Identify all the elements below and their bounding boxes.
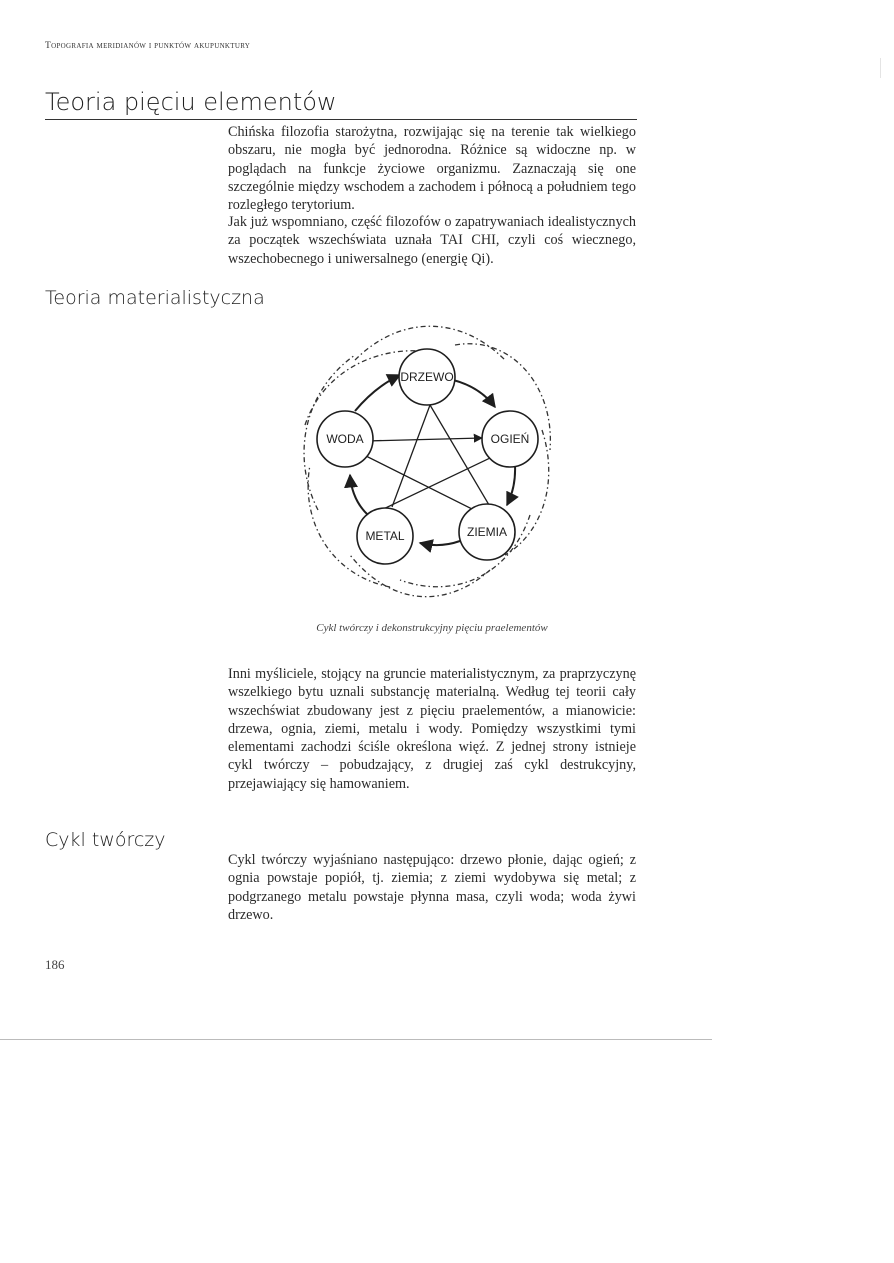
- subsection-title-creative-cycle: Cykl twórczy: [45, 829, 166, 851]
- intro-paragraph-2: Jak już wspomniano, część filozofów o zapatrywaniach idealistycznych za początek wszechświata uznała TAI CHI, czyli coś wiecznego, wszechobecnego i uniwersalnego (energię Qi).: [228, 214, 636, 267]
- five-elements-diagram: [280, 315, 580, 610]
- arrow-ogien-ziemia: [507, 465, 515, 505]
- node-ogien: [482, 411, 538, 467]
- subsection-title-materialist: Teoria materialistyczna: [45, 287, 265, 309]
- scan-margin-mark: [880, 58, 881, 78]
- pentagram-arrow-woda-ogien: [366, 438, 482, 441]
- svg-text:ZIEMIA: ZIEMIA: [466, 525, 508, 539]
- svg-text:METAL: METAL: [365, 529, 405, 543]
- svg-text:WODA: WODA: [326, 432, 364, 446]
- outer-arc-bottom: [350, 555, 490, 597]
- creative-cycle-paragraph: Cykl twórczy wyjaśniano następująco: drzewo płonie, dając ogień; z ognia powstaje popiół, tj. ziemia; z ziemi wydobywa się metal; z podgrzanego metalu powstaje płynna masa, czyli woda; woda żywi drzewo.: [228, 852, 636, 923]
- materialist-paragraph: Inni myśliciele, stojący na gruncie materialistycznym, za praprzyczynę wszelkiego bytu uznali substancję materialną. Według tej teorii cały wszechświat zbudowany jest z pięciu praelementów, a mianowicie: drzewa, ognia, ziemi, metalu i wody. Pomiędzy wszystkimi tymi elementami zachodzi ściśle określona więź. Z jednej strony istnieje cykl twórczy – pobudzający, z drugiej zaś cykl destrukcyjny, przejawiający się hamowaniem.: [228, 666, 636, 792]
- arrow-ziemia-metal: [420, 541, 460, 545]
- running-head: Topografia meridianów i punktów akupunktury: [45, 41, 251, 51]
- node-drzewo: [399, 349, 455, 405]
- scan-bottom-rule: [0, 1039, 712, 1040]
- node-woda: [317, 411, 373, 467]
- node-metal: [357, 508, 413, 564]
- node-ziemia: [459, 504, 515, 560]
- arrow-metal-woda: [350, 475, 368, 515]
- title-rule: [45, 119, 637, 120]
- diagram-caption: Cykl twórczy i dekonstrukcyjny pięciu praelementów: [316, 622, 548, 634]
- section-title: Teoria pięciu elementów: [45, 88, 337, 116]
- svg-text:DRZEWO: DRZEWO: [400, 370, 454, 384]
- intro-paragraph-1: Chińska filozofia starożytna, rozwijając się na terenie tak wielkiego obszaru, nie mogła być jednorodna. Różnice są widoczne np. w poglądach na funkcje życiowe organizmu. Zaznaczają się one szczególnie między wschodem a zachodem i północą a południem tego rozległego terytorium.: [228, 124, 636, 214]
- arrow-woda-drzewo: [355, 375, 400, 411]
- page-number: 186: [45, 957, 65, 972]
- arrow-drzewo-ogien: [453, 380, 495, 407]
- svg-text:OGIEŃ: OGIEŃ: [490, 432, 530, 446]
